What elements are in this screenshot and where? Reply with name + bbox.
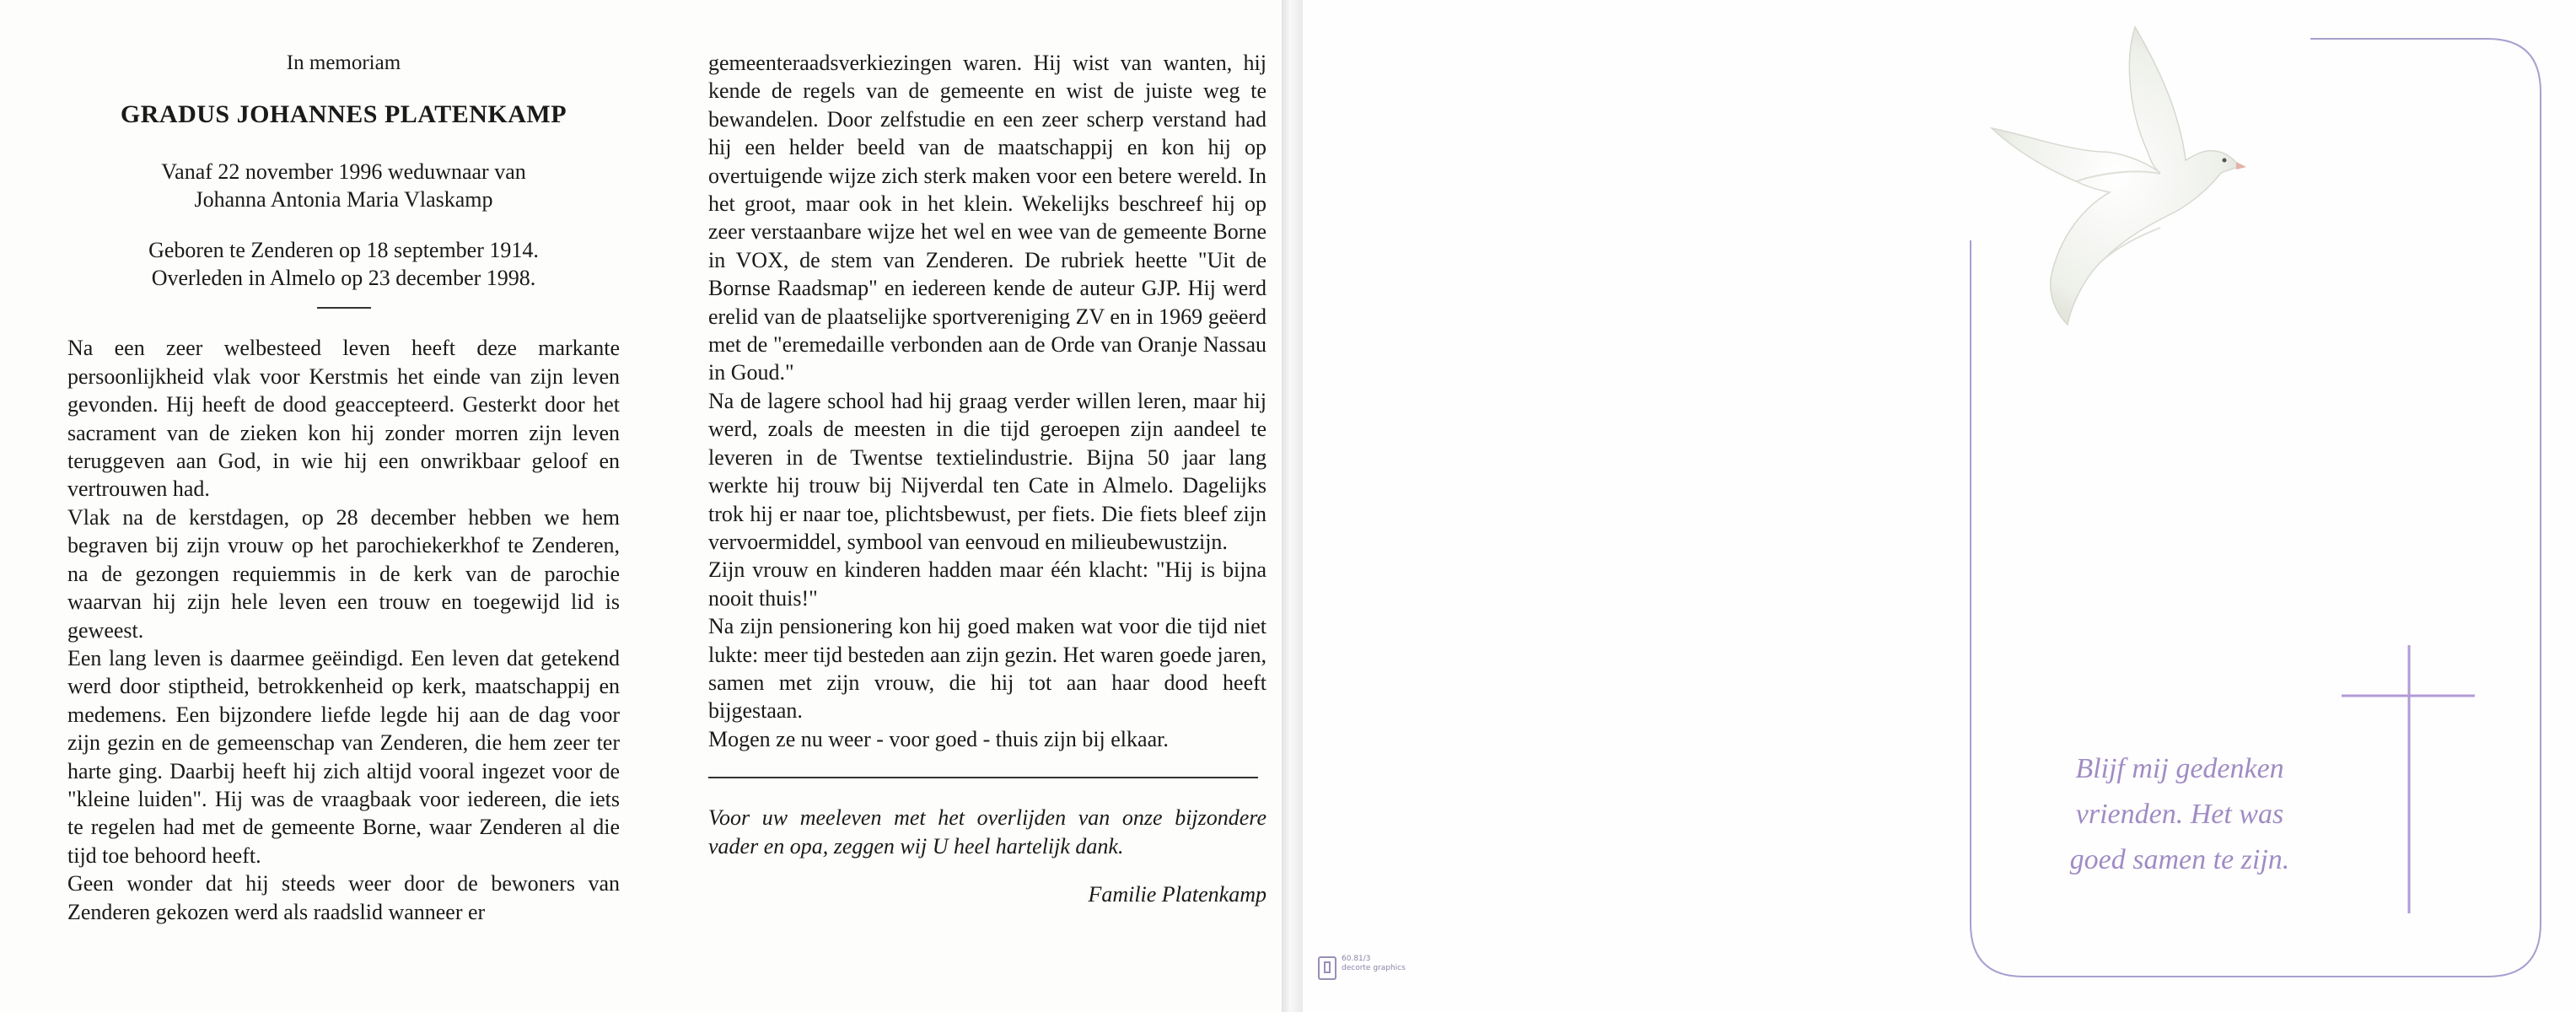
paragraph: gemeenteraadsverkiezingen waren. Hij wist van wanten, hij kende de regels van de gemeente en wist de juiste weg te bewandelen. Door zelfstudie en een zeer scherp verstand had hij een helder beeld van de maatschappij en kon hij op overtuigende wijze zich sterk maken voor een betere wereld. In het groot, maar ook in het klein. Wekelijks beschreef hij op zeer verstaanbare wijze het wel en wee van de gemeente Borne in VOX, de stem van Zenderen. De rubriek heette "Uit de Bornse Raadsmap" en iedereen kende de auteur GJP. Hij werd erelid van de plaatselijke sportvereniging ZV en in 1969 geëerd met de "eremedaille verbonden aan de Orde van Oranje Nassau in Goud." (708, 51, 1266, 385)
paragraph: Een lang leven is daarmee geëindigd. Een leven dat getekend werd door stiptheid, betrokkenheid op kerk, maatschappij en medemens. Een bijzondere liefde legde hij aan de dag voor zijn gezin en de gemeenschap van Zenderen, die hem zeer ter harte ging. Daarbij heeft hij zich altijd vooral ingezet voor de "kleine luiden". Hij was de vraagbaak voor iedereen, die iets te regelen had met de gemeente Borne, waar Zenderen al die tijd toe behoord heeft. (67, 645, 620, 868)
printer-name: decorte graphics (1342, 964, 1406, 972)
paragraph: Na zijn pensionering kon hij goed maken wat voor die tijd niet lukte: meer tijd besteden aan zijn gezin. Het waren goede jaren, samen met zijn vrouw, die hij tot aan haar dood heeft bijgestaan. (708, 614, 1266, 724)
thank-you-note: Voor uw meeleven met het overlijden van onze bijzondere vader en opa, zeggen wij U heel hartelijk dank. (708, 805, 1266, 859)
short-divider (317, 307, 371, 309)
paragraph: Na een zeer welbesteed leven heeft deze markante persoonlijkheid vlak voor Kerstmis het einde van zijn leven gevonden. Hij heeft de dood geaccepteerd. Gesterkt door het sacrament van de zieken kon hij zonder morren zijn leven teruggeven aan God, in wie hij een onwrikbaar geloof en vertrouwen had. (67, 336, 620, 502)
paragraph: Na de lagere school had hij graag verder willen leren, maar hij werd, zoals de meesten in die tijd geroepen zijn aandeel te leveren in de Twentse textielindustrie. Bijna 50 jaar lang werkte hij trouw bij Nijverdal ten Cate in Almelo. Dagelijks trok hij er naar toe, plichtsbewust, per fiets. Die fiets bleef zijn vervoermiddel, symbool van eenvoud en milieubewustzijn. (708, 388, 1266, 554)
cross-icon (2342, 645, 2477, 915)
verse-line: goed samen te zijn. (2069, 844, 2290, 875)
printer-credit (1342, 955, 1406, 973)
family-signature: Familie Platenkamp (1088, 881, 1266, 907)
life-dates (67, 236, 620, 293)
paragraph: Mogen ze nu weer - voor goed - thuis zijn bij elkaar. (708, 726, 1169, 751)
birth-line: Geboren te Zenderen op 18 september 1914. (148, 237, 539, 262)
in-memoriam-heading: In memoriam (286, 51, 401, 74)
long-divider (708, 777, 1258, 778)
paragraph: Zijn vrouw en kinderen hadden maar één klacht: "Hij is bijna nooit thuis!" (708, 557, 1266, 611)
death-line: Overleden in Almelo op 23 december 1998. (151, 266, 536, 291)
left-text-column (67, 49, 620, 926)
dove-icon (1983, 25, 2261, 329)
card-cover (1303, 0, 2576, 1012)
verse-line: Blijf mij gedenken (2075, 753, 2284, 784)
printer-logo-icon (1318, 956, 1336, 980)
inner-spread (0, 0, 1282, 1012)
verse-line: vrienden. Het was (2075, 799, 2284, 830)
memorial-verse (2028, 746, 2331, 883)
paragraph: Geen wonder dat hij steeds weer door de bewoners van Zenderen gekozen werd als raadslid wanneer er (67, 871, 620, 924)
widower-info (67, 158, 620, 214)
deceased-name: GRADUS JOHANNES PLATENKAMP (120, 100, 567, 129)
widower-line-1: Vanaf 22 november 1996 weduwnaar van (161, 159, 526, 184)
card-fold (1282, 0, 1303, 1012)
paragraph: Vlak na de kerstdagen, op 28 december hebben we hem begraven bij zijn vrouw op het parochiekerkhof te Zenderen, na de gezongen requiemmis in de kerk van de parochie waarvan hij zijn hele leven een trouw en toegewijd lid is geweest. (67, 504, 620, 643)
right-text-column (708, 49, 1266, 908)
printer-code: 60.81/3 (1342, 955, 1371, 963)
widower-line-2: Johanna Antonia Maria Vlaskamp (194, 187, 493, 213)
